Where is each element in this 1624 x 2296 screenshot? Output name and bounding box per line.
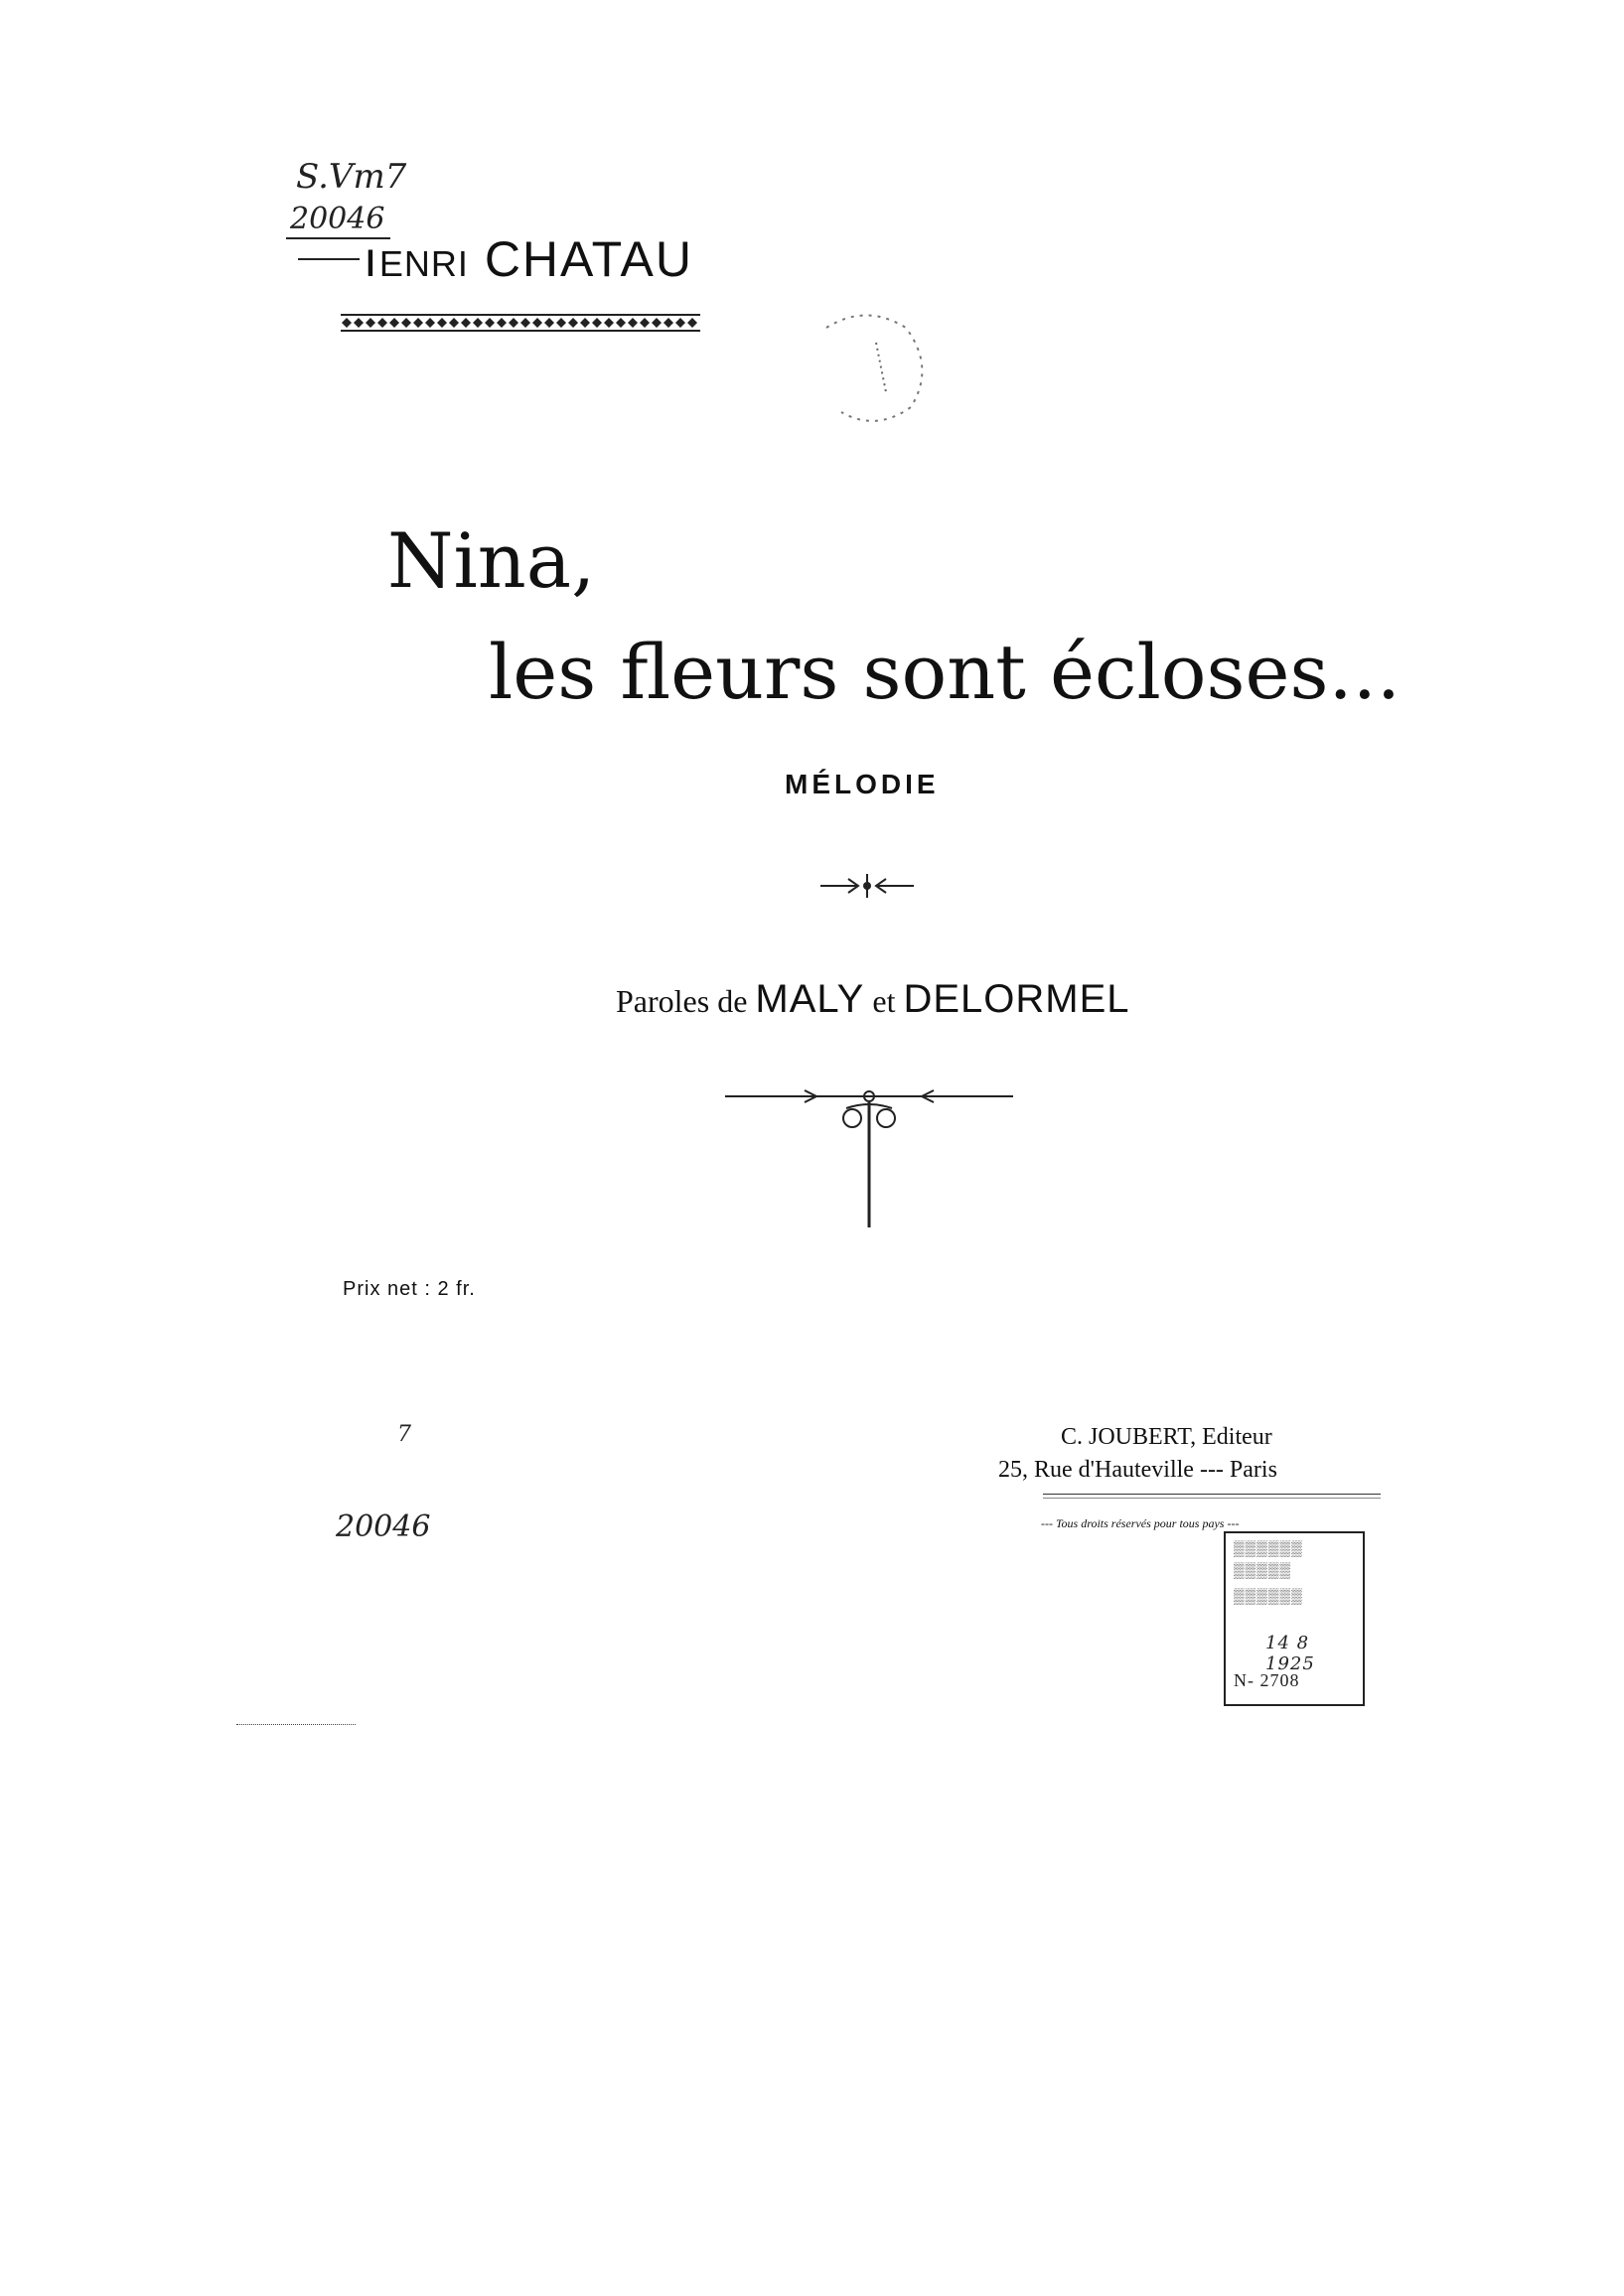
publisher-rule [1043, 1494, 1381, 1495]
band-diamond [640, 318, 650, 328]
publisher-name: C. JOUBERT, Editeur [1061, 1424, 1272, 1450]
band-diamond [461, 318, 471, 328]
band-diamond [544, 318, 554, 328]
composer-first-name: ENRI [378, 243, 469, 284]
band-diamond [675, 318, 685, 328]
title-line1: Nina, [387, 516, 596, 605]
band-diamond [687, 318, 697, 328]
handwritten-number: 20046 [336, 1509, 431, 1544]
lyricists-conj: et [872, 983, 896, 1019]
rights-notice: --- Tous droits réservés pour tous pays --- [1041, 1516, 1240, 1530]
band-diamond [532, 318, 542, 328]
lyricist-name-2: DELORMEL [903, 977, 1130, 1021]
stamp-number: N- 2708 [1234, 1670, 1300, 1690]
composer-dash [298, 258, 360, 260]
band-diamond [354, 318, 364, 328]
band-diamond [592, 318, 602, 328]
genre-label: MÉLODIE [785, 769, 940, 799]
publisher-address: 25, Rue d'Hauteville --- Paris [998, 1457, 1277, 1483]
stamp-date: 14 8 1925 [1265, 1633, 1315, 1674]
composer-last-name: CHATAU [484, 231, 693, 287]
band-diamond [377, 318, 387, 328]
publisher-rule-2 [1043, 1498, 1381, 1499]
call-number-line2: 20046 [286, 203, 390, 239]
band-diamond [401, 318, 411, 328]
lyricist-name-1: MALY [755, 977, 865, 1021]
band-diamond [604, 318, 614, 328]
price: Prix net : 2 fr. [343, 1278, 476, 1300]
band-diamond [616, 318, 626, 328]
band-diamond [473, 318, 483, 328]
title-line2: les fleurs sont écloses... [489, 628, 1402, 716]
band-diamond [389, 318, 399, 328]
band-diamond [580, 318, 590, 328]
band-diamond [556, 318, 566, 328]
band-diamond [652, 318, 662, 328]
decorative-band [341, 314, 700, 332]
library-round-stamp [807, 298, 936, 437]
band-diamond [449, 318, 459, 328]
band-diamond [664, 318, 673, 328]
band-diamond [485, 318, 495, 328]
band-diamond [509, 318, 518, 328]
registration-stamp [1224, 1531, 1365, 1706]
stamp-text-1: ▒▒▒▒▒▒ [1234, 1541, 1303, 1557]
band-diamond [425, 318, 435, 328]
handwritten-mark: 7 [397, 1422, 411, 1447]
composer-initial: ı [364, 231, 379, 287]
band-diamond [437, 318, 447, 328]
composer-name [298, 230, 693, 288]
page-dotted-mark [236, 1724, 356, 1725]
band-diamond [568, 318, 578, 328]
small-ornament [818, 872, 916, 900]
band-diamond [366, 318, 375, 328]
cross-ornament [725, 1078, 1013, 1227]
lyricists-prefix: Paroles de [616, 983, 748, 1019]
call-number-line1: S.Vm7 [296, 157, 407, 197]
stamp-text-3: ▒▒▒▒▒▒ [1234, 1589, 1303, 1605]
band-diamond [520, 318, 530, 328]
band-diamond [342, 318, 352, 328]
stamp-text-2: ▒▒▒▒▒ [1234, 1563, 1292, 1579]
band-diamond [628, 318, 638, 328]
band-diamond [497, 318, 507, 328]
lyricists-line [616, 977, 1130, 1022]
band-diamond [413, 318, 423, 328]
